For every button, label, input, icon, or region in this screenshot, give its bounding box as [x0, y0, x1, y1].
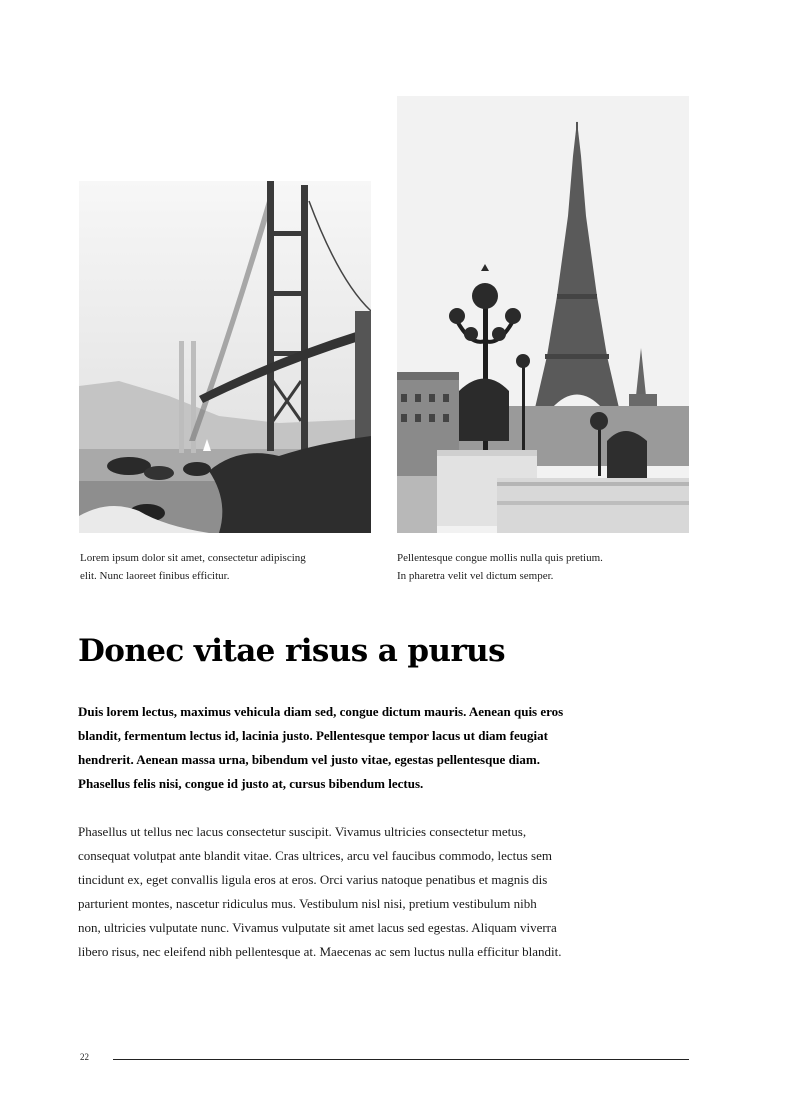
caption-line: In pharetra velit vel dictum semper.	[397, 570, 554, 582]
lead-line: Phasellus felis nisi, congue id justo at, cursus bibendum lectus.	[78, 776, 424, 791]
body-line: parturient montes, nascetur ridiculus mus. Vestibulum nisl nisi, pretium vestibulum nibh	[78, 896, 537, 911]
caption-right	[397, 549, 687, 585]
body-line: Phasellus ut tellus nec lacus consectetur suscipit. Vivamus ultricies consectetur metus,	[78, 824, 527, 839]
body-line: non, ultricies vulputate nunc. Vivamus vulputate sit amet lacus sed egestas. Aliquam viverra	[78, 920, 557, 935]
section-heading: Donec vitae risus a purus	[78, 633, 505, 669]
golden-gate-photo	[79, 181, 371, 533]
body-paragraph	[78, 820, 598, 964]
body-line: tincidunt ex, eget convallis ligula eros at eros. Orci varius natoque penatibus et magnis dis	[78, 872, 548, 887]
body-line: libero risus, nec eleifend nibh pellentesque at. Maecenas ac sem luctus nulla efficitur blandit.	[78, 944, 562, 959]
caption-left	[80, 549, 370, 585]
lead-line: Duis lorem lectus, maximus vehicula diam sed, congue dictum mauris. Aenean quis eros	[78, 704, 564, 719]
lead-line: blandit, fermentum lectus id, lacinia justo. Pellentesque tempor lacus ut diam feugiat	[78, 728, 548, 743]
eiffel-tower-photo	[397, 96, 689, 533]
lead-line: hendrerit. Aenean massa urna, bibendum vel justo vitae, egestas pellentesque diam.	[78, 752, 540, 767]
caption-line: elit. Nunc laoreet finibus efficitur.	[80, 570, 230, 582]
page-number: 22	[80, 1052, 89, 1062]
lead-paragraph	[78, 700, 598, 796]
caption-line: Pellentesque congue mollis nulla quis pretium.	[397, 552, 603, 564]
body-line: consequat volutpat ante blandit vitae. Cras ultrices, arcu vel faucibus commodo, lectus sem	[78, 848, 552, 863]
footer-divider	[113, 1059, 689, 1060]
caption-line: Lorem ipsum dolor sit amet, consectetur adipiscing	[80, 552, 306, 564]
